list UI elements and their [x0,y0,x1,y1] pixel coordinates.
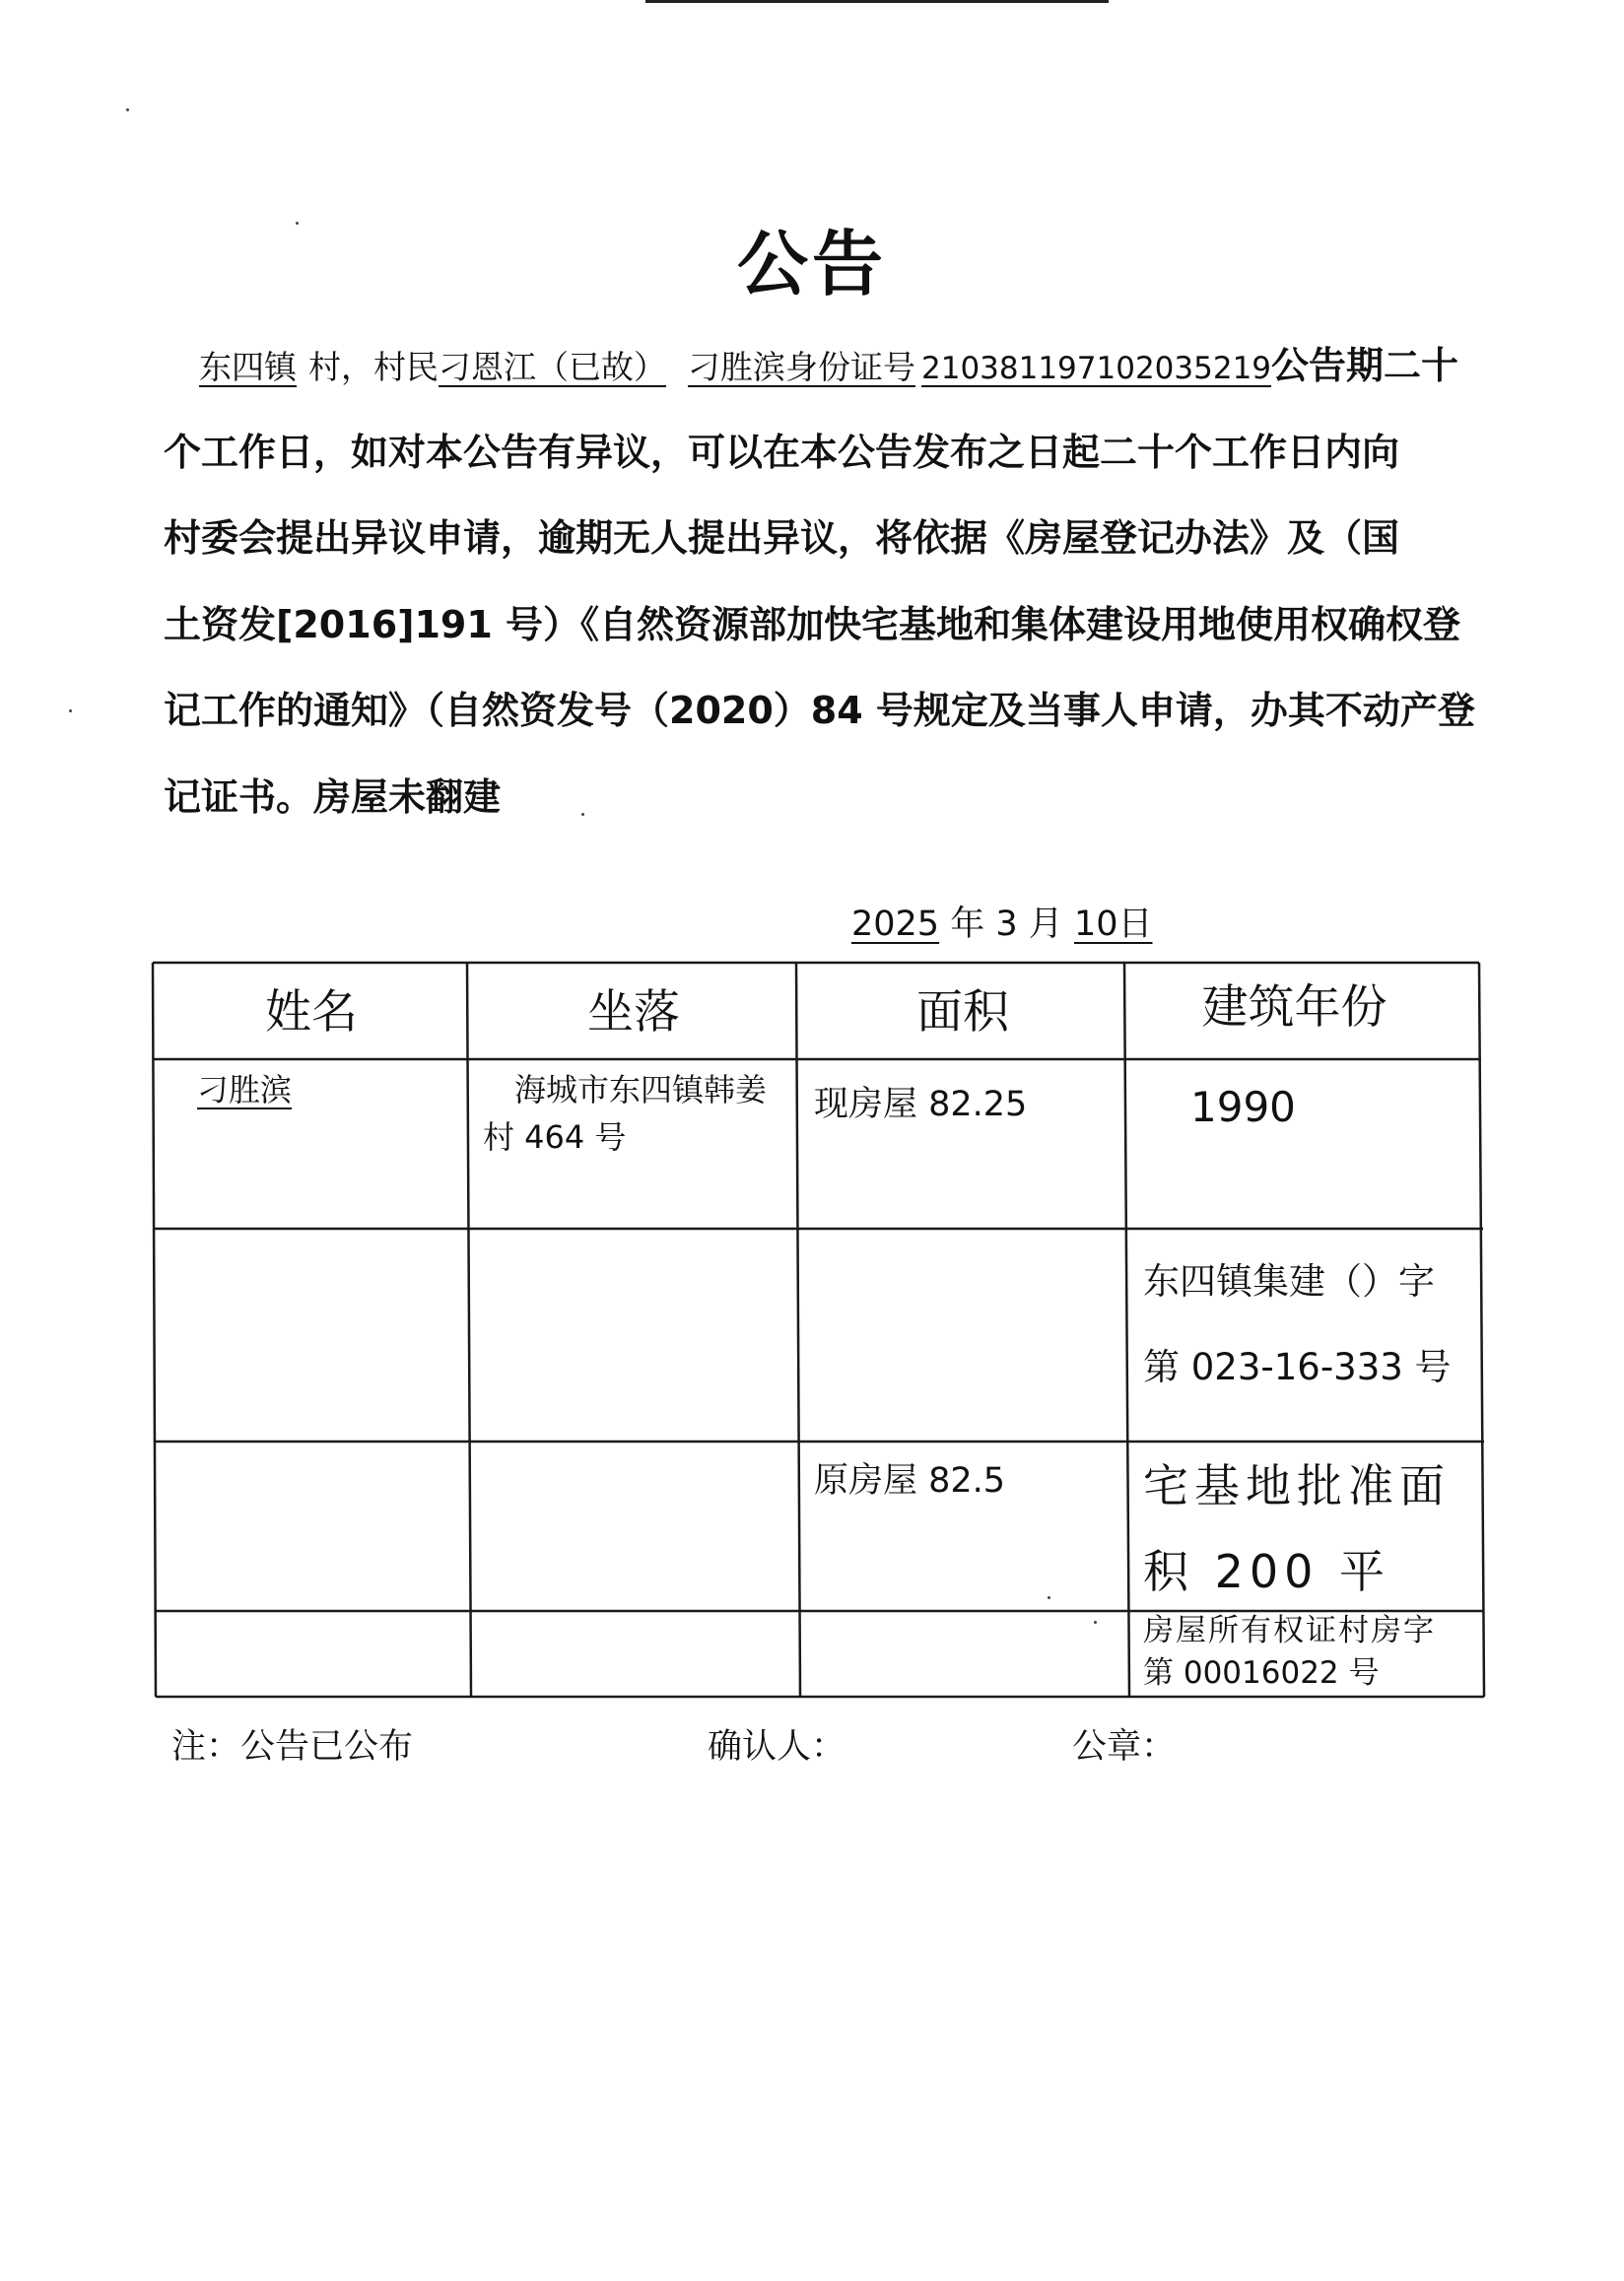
scan-speck [296,222,299,225]
scan-speck [1094,1621,1097,1624]
scan-speck [69,709,72,712]
id-number: 210381197102035219 [921,351,1272,386]
row2-certificate-line1: 东四镇集建（）字 [1143,1260,1435,1303]
header-location: 坐落 [587,985,680,1040]
paragraph-line-5: 记工作的通知》（自然资发号（2020）84 号规定及当事人申请，办其不动产登 [164,689,1475,732]
footer-note: 注：公告已公布 [171,1727,414,1767]
applicant-text: 刁胜滨身份证号 [688,348,915,386]
row3-area: 原房屋 82.5 [814,1461,1006,1501]
footer-seal: 公章： [1072,1727,1177,1767]
date-year-label: 年 [950,905,985,944]
column-divider-2 [796,963,800,1697]
person-name: 刁恩江（已故） [439,348,666,386]
row4-ownership-line1: 房屋所有权证村房字 [1143,1613,1436,1648]
town-name: 东四镇 [199,348,297,386]
scan-speck [1048,1596,1050,1599]
header-area: 面积 [916,985,1009,1040]
header-name: 姓名 [265,985,358,1040]
footer-confirm: 确认人： [708,1727,846,1767]
village-text: 村，村民 [308,348,439,386]
row1-location-text: 海城市东四镇韩姜村 464 号 [483,1071,768,1156]
scan-speck [126,108,129,111]
notice-title: 公告 [736,223,887,305]
paragraph-line-2: 个工作日，如对本公告有异议，可以在本公告发布之日起二十个工作日内向 [164,431,1400,474]
date-month: 3 [995,905,1018,944]
table-border-right [1479,963,1484,1697]
row2-certificate [1143,1239,1452,1410]
row1-name: 刁胜滨 [197,1071,293,1108]
header-build-year: 建筑年份 [1201,980,1387,1035]
date-year: 2025 [851,905,940,944]
scan-speck [581,813,584,816]
row1-location [483,1066,790,1161]
column-divider-3 [1124,963,1129,1697]
notice-period: 公告期二十 [1271,344,1459,387]
row4-ownership-line2: 第 00016022 号 [1143,1655,1380,1691]
date-month-label: 月 [1028,905,1063,944]
paragraph-line-6: 记证书。房屋未翻建 [164,775,502,819]
row2-certificate-line2: 第 023-16-333 号 [1143,1346,1452,1388]
paragraph-line-4: 土资发[2016]191 号）《自然资源部加快宅基地和集体建设用地使用权确权登 [164,603,1461,646]
column-divider-1 [467,963,471,1697]
date-day: 10 [1073,905,1118,944]
table-border-left [153,963,156,1697]
row3-homestead-line2: 积 200 平 [1143,1545,1391,1598]
paragraph-line-3: 村委会提出异议申请，逾期无人提出异议，将依据《房屋登记办法》及（国 [164,516,1400,560]
row1-year: 1990 [1190,1083,1296,1131]
row3-homestead-line1: 宅基地批准面 [1143,1459,1451,1512]
row3-homestead [1143,1443,1451,1615]
date-day-label: 日 [1117,905,1153,944]
row4-ownership [1143,1610,1436,1695]
row1-area: 现房屋 82.25 [814,1085,1028,1124]
